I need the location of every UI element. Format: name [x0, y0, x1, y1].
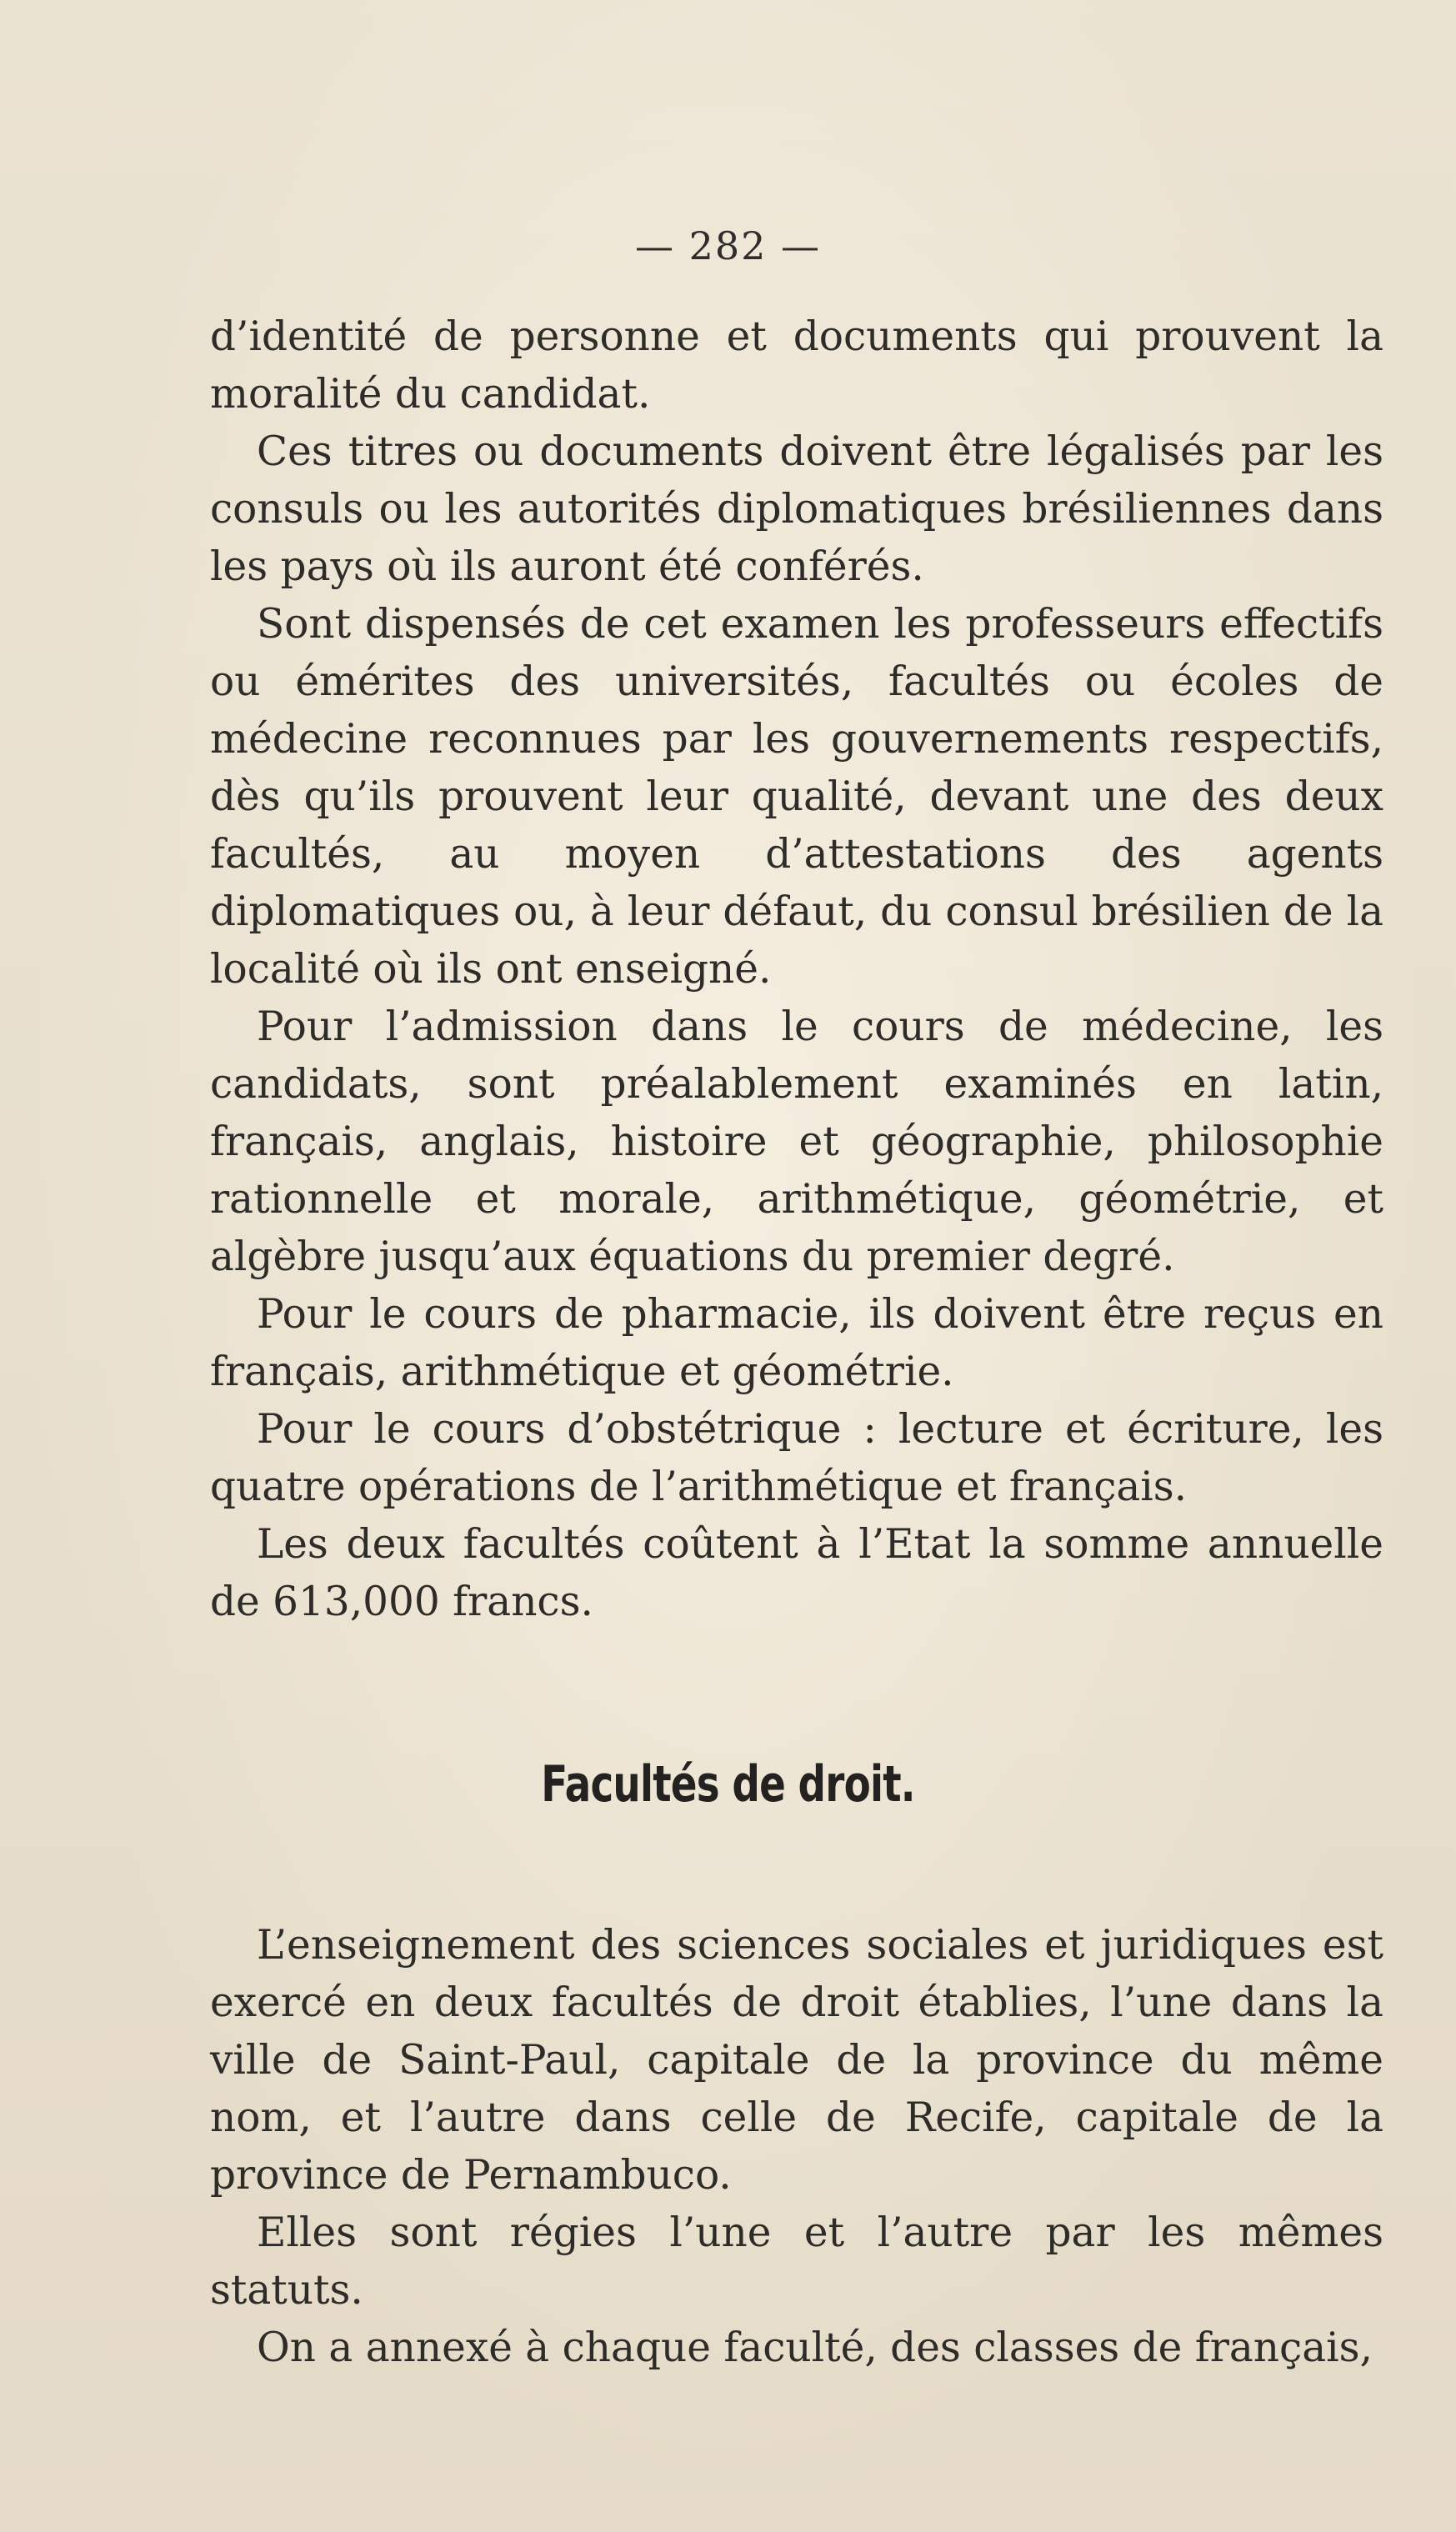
paragraph: L’enseignement des sciences sociales et juridiques est exercé en deux facultés de droit établies, l’une dans la ville de Saint-Paul, capitale de la province du même nom, et l’autre dans celle de Recife, capitale de la province de Pernambuco.	[210, 1922, 1383, 2199]
paragraph: On a annexé à chaque faculté, des classes de français,	[257, 2324, 1373, 2371]
text-block-continuation	[210, 308, 1383, 1631]
text-block-section	[210, 1917, 1383, 2377]
paragraph: Ces titres ou documents doivent être légalisés par les consuls ou les autorités diplomatiques brésiliennes dans les pays où ils auront été conférés.	[210, 428, 1383, 590]
page-number: — 282 —	[634, 223, 822, 268]
paragraph: Elles sont régies l’une et l’autre par les mêmes statuts.	[210, 2209, 1383, 2314]
paragraph: Pour le cours de pharmacie, ils doivent être reçus en français, arithmétique et géométrie.	[210, 1291, 1383, 1395]
paragraph: Pour le cours d’obstétrique : lecture et écriture, les quatre opérations de l’arithmétique et français.	[210, 1406, 1383, 1510]
paragraph: d’identité de personne et documents qui prouvent la moralité du candidat.	[210, 313, 1383, 418]
section-heading: Facultés de droit.	[541, 1755, 915, 1814]
paragraph: Les deux facultés coûtent à l’Etat la somme annuelle de 613,000 francs.	[210, 1521, 1383, 1625]
paragraph: Pour l’admission dans le cours de médecine, les candidats, sont préalablement examinés en latin, français, anglais, histoire et géographie, philosophie rationnelle et morale, arithmétique, géométrie, et algèbre jusqu’aux équations du premier degré.	[210, 1003, 1383, 1280]
paragraph: Sont dispensés de cet examen les professeurs effectifs ou émérites des universités, facultés ou écoles de médecine reconnues par les gouvernements respectifs, dès qu’ils prouvent leur qualité, devant une des deux facultés, au moyen d’attestations des agents diplomatiques ou, à leur défaut, du consul brésilien de la localité où ils ont enseigné.	[210, 601, 1383, 993]
